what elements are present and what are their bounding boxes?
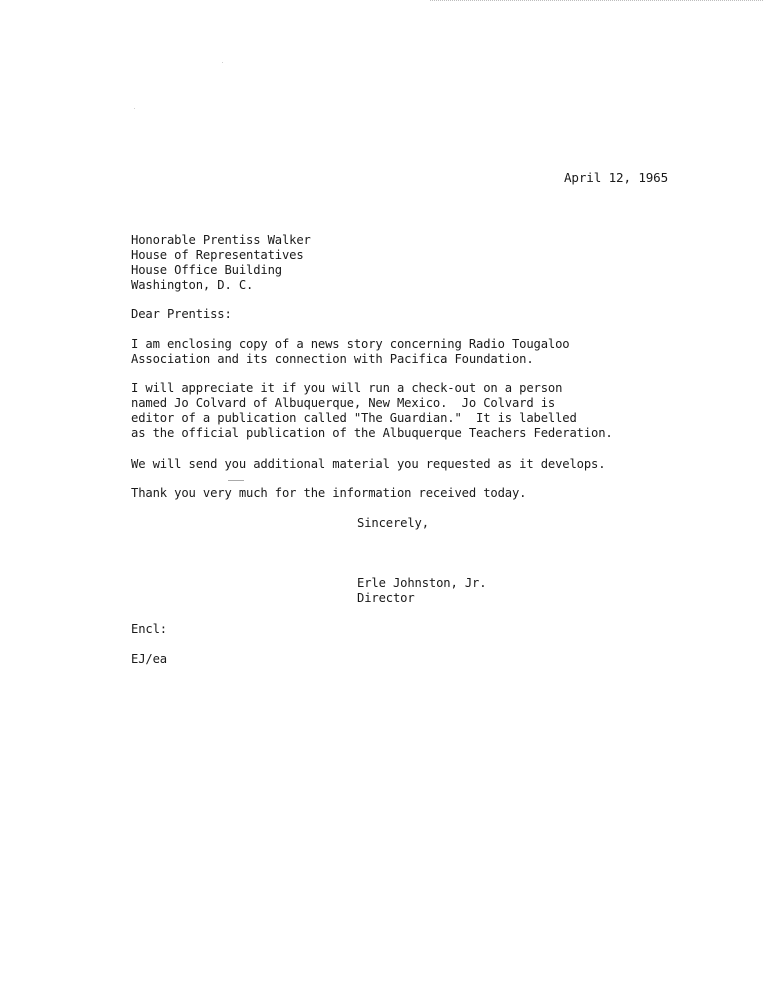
paragraph-line: editor of a publication called "The Guardian." It is labelled: [131, 411, 577, 425]
stray-pen-mark: [228, 480, 244, 481]
address-line: House Office Building: [131, 263, 282, 277]
paragraph-line: I am enclosing copy of a news story concerning Radio Tougaloo: [131, 337, 570, 351]
speck-mark: [222, 62, 223, 63]
paragraph-line: named Jo Colvard of Albuquerque, New Mexico. Jo Colvard is: [131, 396, 556, 410]
paragraph-4: Thank you very much for the information received today.: [131, 486, 527, 500]
paragraph-line: Association and its connection with Pacifica Foundation.: [131, 352, 534, 366]
signer-name: Erle Johnston, Jr.: [357, 576, 487, 590]
typist-initials: EJ/ea: [131, 652, 167, 666]
speck-mark: [134, 108, 135, 109]
paragraph-2: [131, 381, 613, 441]
top-dotted-rule: [430, 0, 763, 1]
address-line: Honorable Prentiss Walker: [131, 233, 311, 247]
signature-block: [357, 576, 486, 606]
address-line: Washington, D. C.: [131, 278, 254, 292]
signer-title: Director: [357, 591, 415, 605]
paragraph-line: as the official publication of the Albuquerque Teachers Federation.: [131, 426, 613, 440]
salutation: Dear Prentiss:: [131, 307, 232, 321]
paragraph-3: We will send you additional material you requested as it develops.: [131, 457, 606, 471]
enclosure-note: Encl:: [131, 622, 167, 636]
closing: Sincerely,: [357, 516, 429, 530]
paragraph-1: [131, 337, 569, 367]
letter-date: April 12, 1965: [564, 170, 669, 185]
address-line: House of Representatives: [131, 248, 304, 262]
paragraph-line: I will appreciate it if you will run a check-out on a person: [131, 381, 563, 395]
recipient-address: [131, 233, 311, 293]
